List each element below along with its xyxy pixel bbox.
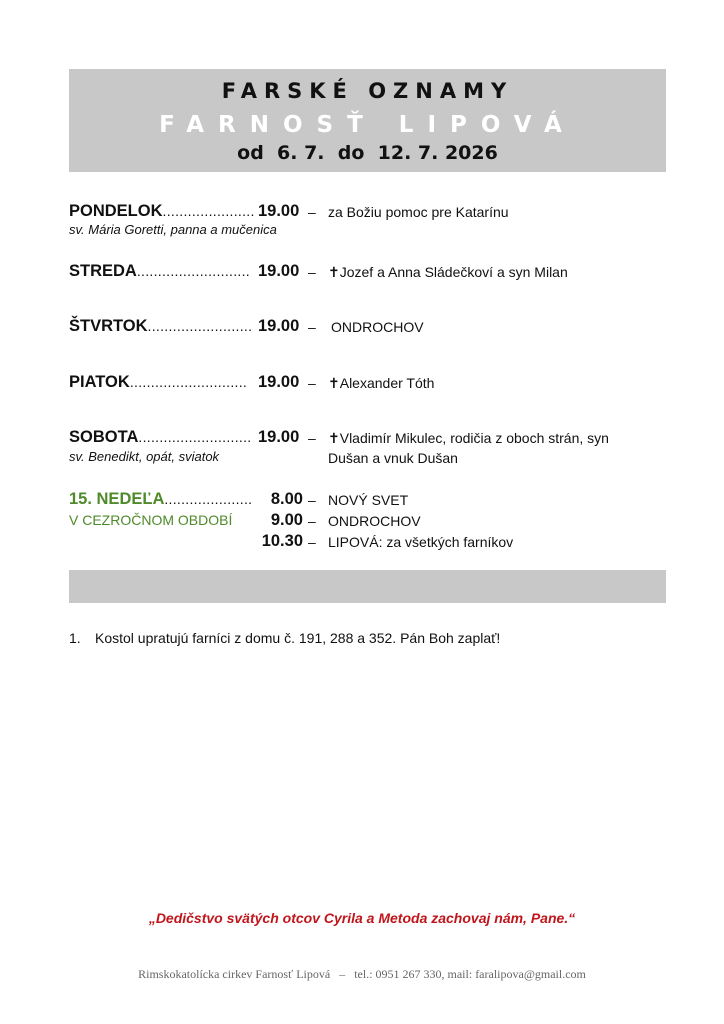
mass-time: 9.00 — [270, 511, 303, 529]
leader-dots: ........................... — [136, 263, 250, 279]
mass-time: 8.00 — [270, 490, 303, 508]
notice-item — [69, 630, 500, 646]
mass-time: 19.00 — [258, 262, 300, 280]
dash: – — [308, 492, 316, 508]
day-sunday — [69, 490, 252, 509]
mass-intention-line2: Dušan a vnuk Dušan — [328, 450, 458, 466]
dash: – — [308, 264, 316, 280]
mass-intention: ONDROCHOV — [331, 319, 424, 335]
leader-dots: ...................... — [162, 203, 255, 219]
sunday-subtitle: V CEZROČNOM OBDOBÍ — [69, 512, 233, 528]
dash: – — [308, 319, 316, 335]
footer-contact: Rimskokatolícka cirkev Farnosť Lipová – tel.: 0951 267 330, mail: faralipova@gmail.com — [138, 967, 586, 981]
dash: – — [308, 534, 316, 550]
day-wednesday — [69, 262, 250, 281]
mass-time: 10.30 — [261, 532, 303, 550]
leader-dots: ..................... — [164, 491, 253, 507]
day-monday — [69, 202, 255, 221]
mass-time: 19.00 — [258, 202, 300, 220]
mass-time: 19.00 — [258, 317, 300, 335]
day-label: STREDA — [69, 262, 137, 280]
header-banner — [69, 69, 666, 172]
page-title: FARSKÉ OZNAMY — [221, 79, 514, 103]
dash: – — [308, 513, 316, 529]
day-friday — [69, 373, 247, 392]
mass-intention: ✝Alexander Tóth — [328, 375, 435, 391]
motto: „Dedičstvo svätých otcov Cyrila a Metoda zachovaj nám, Pane.“ — [148, 910, 576, 926]
dash: – — [308, 430, 316, 446]
leader-dots: ............................ — [129, 374, 248, 390]
dash: – — [308, 375, 316, 391]
saint-note: sv. Mária Goretti, panna a mučenica — [69, 222, 277, 237]
saint-note: sv. Benedikt, opát, sviatok — [69, 449, 220, 464]
day-label: SOBOTA — [69, 428, 139, 446]
notice-text: Kostol upratujú farníci z domu č. 191, 288 a 352. Pán Boh zaplať! — [95, 630, 501, 646]
day-label: PONDELOK — [69, 202, 163, 220]
day-thursday — [69, 317, 252, 336]
mass-intention: ✝Jozef a Anna Sládečkoví a syn Milan — [328, 264, 568, 280]
date-range: od 6. 7. do 12. 7. 2026 — [237, 142, 498, 164]
day-label: ŠTVRTOK — [69, 317, 148, 335]
day-saturday — [69, 428, 252, 447]
mass-intention-line1: ✝Vladimír Mikulec, rodičia z oboch strán, syn — [328, 430, 609, 446]
leader-dots: ........................... — [138, 429, 252, 445]
day-label: PIATOK — [69, 373, 130, 391]
day-label: 15. NEDEĽA — [69, 490, 165, 508]
mass-time: 19.00 — [258, 428, 300, 446]
mass-time: 19.00 — [258, 373, 300, 391]
mass-intention: za Božiu pomoc pre Katarínu — [328, 204, 509, 220]
mass-place: ONDROCHOV — [328, 513, 421, 529]
parish-name: FARNOSŤ LIPOVÁ — [159, 112, 576, 138]
section-divider-bar — [69, 570, 666, 603]
leader-dots: ......................... — [147, 318, 253, 334]
mass-place: LIPOVÁ: za všetkých farníkov — [328, 534, 514, 550]
notice-number: 1. — [69, 630, 81, 646]
mass-place: NOVÝ SVET — [328, 492, 409, 508]
dash: – — [308, 204, 316, 220]
